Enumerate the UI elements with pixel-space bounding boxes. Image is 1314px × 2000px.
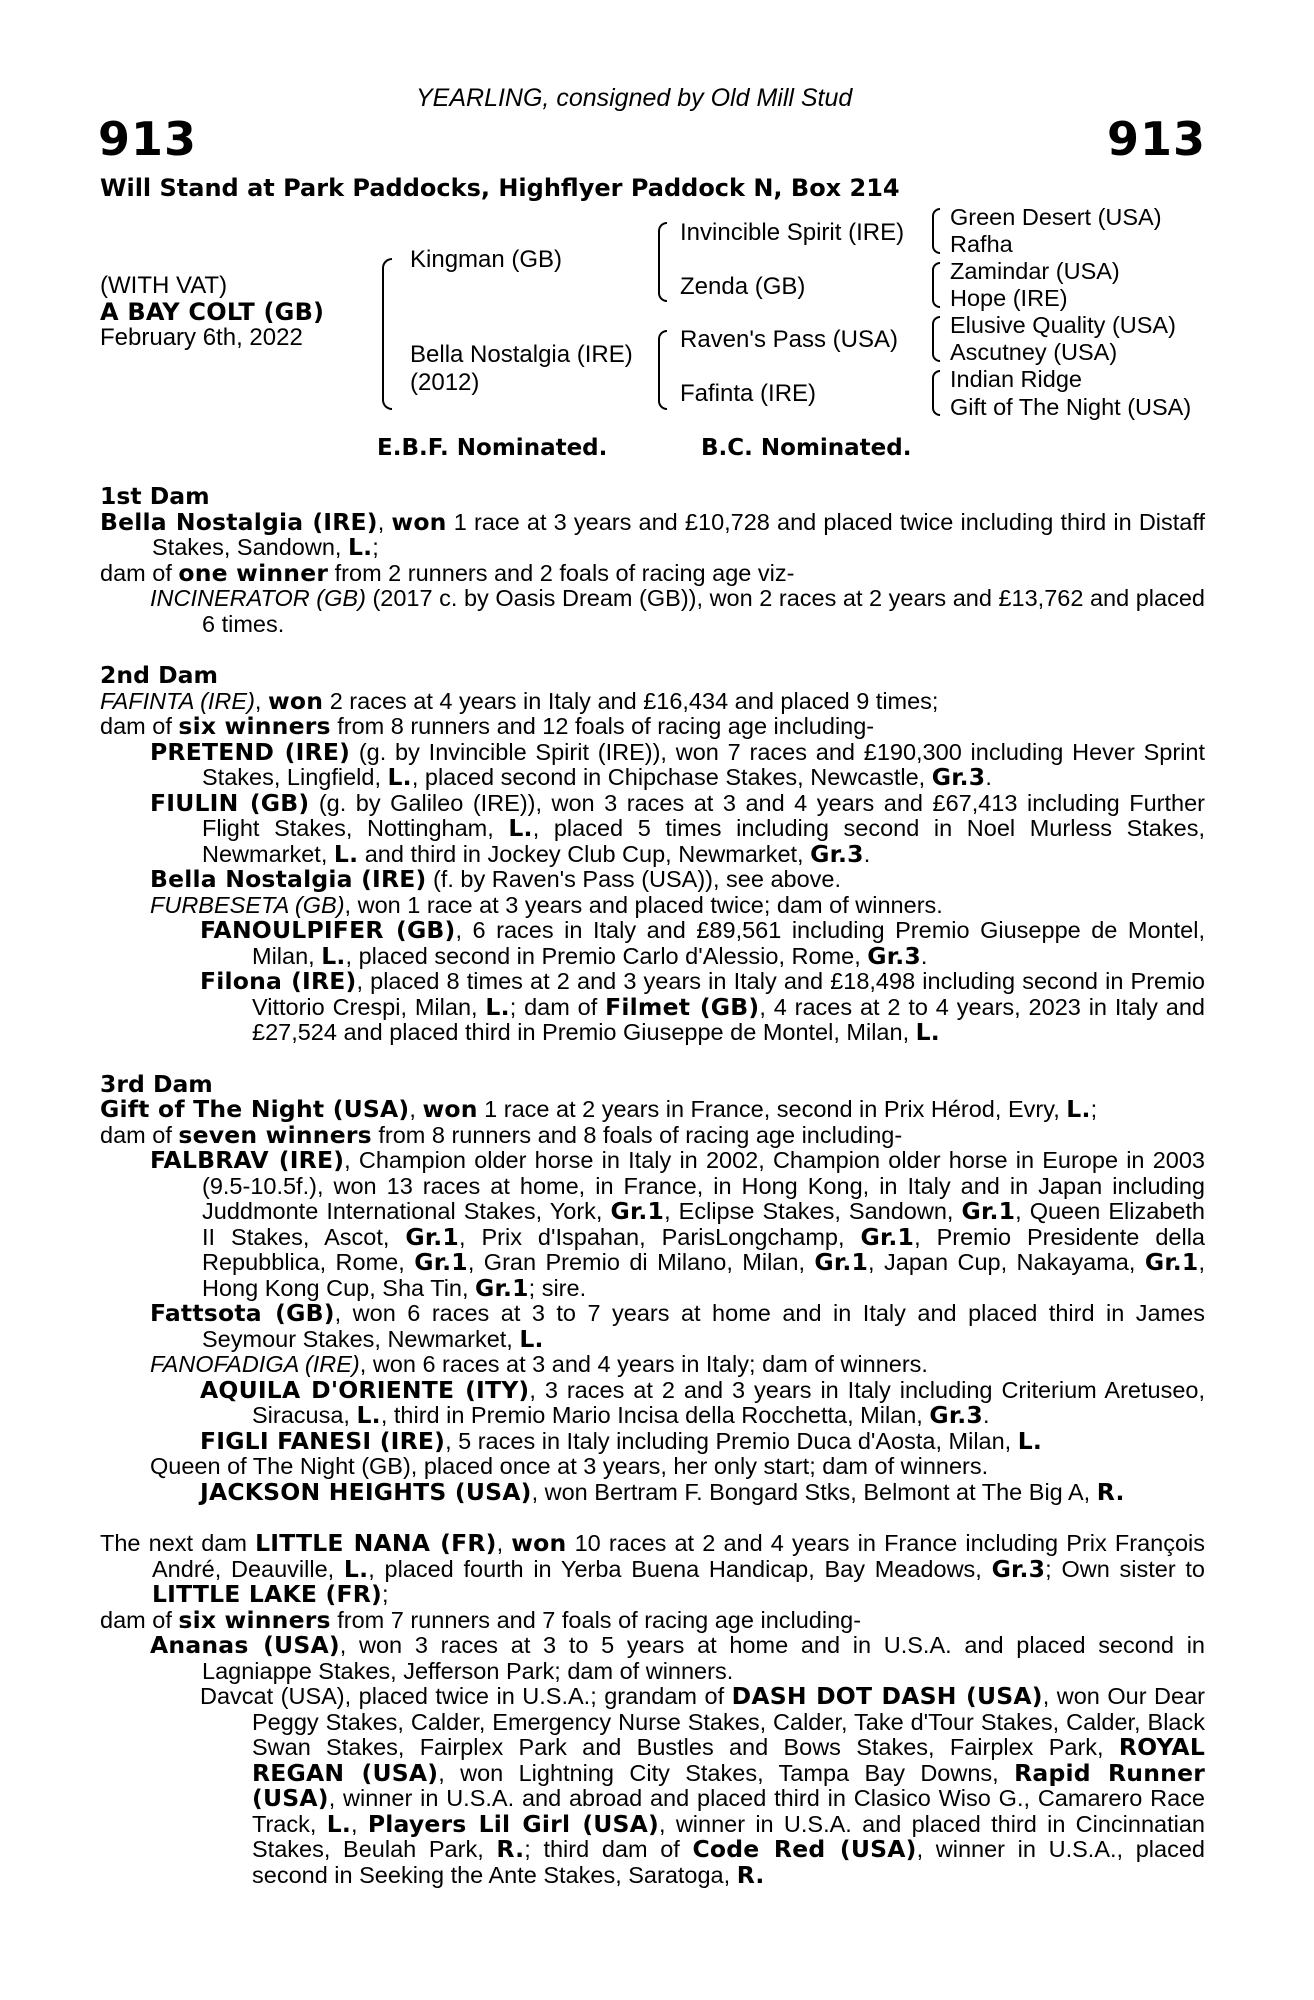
produce-aquila-doriente: AQUILA D'ORIENTE (ITY), 3 races at 2 and 3 years in Italy including Criterium Aretuseo, Siracusa, L., third in Premio Mario Incisa della Rocchetta, Milan, Gr.3. [200, 1375, 1205, 1429]
third-dam-produce-summary: dam of seven winners from 8 runners and 8 foals of racing age including- [100, 1120, 903, 1149]
produce-figli-fanesi: FIGLI FANESI (IRE), 5 races in Italy including Premio Duca d'Aosta, Milan, L. [200, 1426, 1043, 1455]
produce-fiulin: FIULIN (GB) (g. by Galileo (IRE)), won 3 races at 3 and 4 years and £67,413 including Further Flight Stakes, Nottingham, L., placed 5 times including second in Noel Murless Stakes, Newmarket, L. and third in Jockey Club Cup, Newmarket, Gr.3. [150, 788, 1205, 868]
gg-5: Elusive Quality (USA) [950, 312, 1176, 338]
brace-sire-top [658, 222, 667, 262]
vat-note: (WITH VAT) [100, 272, 228, 299]
brace-main-bottom [382, 332, 392, 410]
brace-gg4-top [932, 370, 940, 394]
produce-fanofadiga: FANOFADIGA (IRE), won 6 races at 3 and 4 years in Italy; dam of winners. [150, 1351, 928, 1377]
third-dam-heading: 3rd Dam [100, 1069, 213, 1098]
second-dam-section [100, 663, 1205, 1046]
brace-dam-top [658, 330, 667, 370]
second-dam-heading: 2nd Dam [100, 661, 218, 689]
bc-nomination: B.C. Nominated. [701, 435, 912, 461]
gg-1: Green Desert (USA) [950, 204, 1162, 230]
produce-filona: Filona (IRE), placed 8 times at 2 and 3 years in Italy and £18,498 including second in Premio Vittorio Crespi, Milan, L.; dam of Filmet (GB), 4 races at 2 to 4 years, 2023 in Italy and £27,524 and placed third in Premio Giuseppe de Montel, Milan, L. [200, 967, 1205, 1046]
next-dam-entry: The next dam LITTLE NANA (FR), won 10 races at 2 and 4 years in France including Prix François André, Deauville, L., placed fourth in Yerba Buena Handicap, Bay Meadows, Gr.3; Own sister to LITTLE LAKE (FR); [100, 1529, 1206, 1608]
ebf-nomination: E.B.F. Nominated. [377, 435, 608, 461]
gg-3: Zamindar (USA) [950, 258, 1120, 284]
gg-7: Indian Ridge [950, 366, 1082, 392]
brace-gg1-top [932, 208, 940, 232]
produce-fattsota: Fattsota (GB), won 6 races at 3 to 7 years at home and in Italy and placed third in James Seymour Stakes, Newmarket, L. [150, 1299, 1205, 1353]
produce-davcat: Davcat (USA), placed twice in U.S.A.; grandam of DASH DOT DASH (USA), won Our Dear Peggy Stakes, Calder, Emergency Nurse Stakes, Calder, Take d'Tour Stakes, Calder, Black Swan Stakes, Fairplex Park and Bustles and Bows Stakes, Fairplex Park, ROYAL REGAN (USA), won Lightning City Stakes, Tampa Bay Downs, Rapid Runner (USA), winner in U.S.A. and abroad and placed third in Clasico Wiso G., Camarero Race Track, L., Players Lil Girl (USA), winner in U.S.A. and placed third in Cincinnatian Stakes, Beulah Park, R.; third dam of Code Red (USA), winner in U.S.A., placed second in Seeking the Ante Stakes, Saratoga, R. [200, 1682, 1205, 1889]
dam-sire: Raven's Pass (USA) [680, 326, 898, 353]
gg-6: Ascutney (USA) [950, 339, 1118, 365]
gg-4: Hope (IRE) [950, 285, 1068, 311]
first-dam-produce-summary: dam of one winner from 2 runners and 2 foals of racing age viz- [100, 558, 795, 587]
foaling-date: February 6th, 2022 [100, 324, 303, 351]
next-dam-produce-summary: dam of six winners from 7 runners and 7 foals of racing age including- [100, 1605, 862, 1634]
first-dam-heading: 1st Dam [100, 482, 210, 510]
brace-gg3-top [932, 316, 940, 340]
brace-gg4-bottom [932, 392, 940, 416]
brace-dam-bottom [658, 368, 667, 410]
second-dam-produce-summary: dam of six winners from 8 runners and 12 foals of racing age including- [100, 712, 875, 740]
gg-2: Rafha [950, 231, 1013, 257]
catalogue-body [100, 484, 1205, 1888]
sire-dam: Zenda (GB) [680, 273, 806, 300]
produce-pretend: PRETEND (IRE) (g. by Invincible Spirit (IRE)), won 7 races and £190,300 including Hever Sprint Stakes, Lingfield, L., placed second in Chipchase Stakes, Newcastle, Gr.3. [150, 737, 1205, 791]
brace-gg2-bottom [932, 284, 940, 308]
produce-falbrav: FALBRAV (IRE), Champion older horse in Italy in 2002, Champion older horse in Europe in 2003 (9.5-10.5f.), won 13 races at home, in France, in Hong Kong, in Italy and in Japan including Juddmonte International Stakes, York, Gr.1, Eclipse Stakes, Sandown, Gr.1, Queen Elizabeth II Stakes, Ascot, Gr.1, Prix d'Ispahan, ParisLongchamp, Gr.1, Premio Presidente della Repubblica, Rome, Gr.1, Gran Premio di Milano, Milan, Gr.1, Japan Cup, Nakayama, Gr.1, Hong Kong Cup, Sha Tin, Gr.1; sire. [150, 1146, 1205, 1302]
first-dam-section [100, 484, 1205, 637]
brace-gg3-bottom [932, 338, 940, 362]
produce-jackson-heights: JACKSON HEIGHTS (USA), won Bertram F. Bongard Stks, Belmont at The Big A, R. [200, 1477, 1125, 1506]
stand-location: Will Stand at Park Paddocks, Highflyer Paddock N, Box 214 [100, 174, 900, 202]
brace-sire-bottom [658, 260, 667, 302]
horse-name: A BAY COLT (GB) [100, 298, 325, 326]
dam-dam: Fafinta (IRE) [680, 380, 817, 407]
sire-sire: Invincible Spirit (IRE) [680, 219, 905, 246]
produce-queen-of-the-night: Queen of The Night (GB), placed once at 3 years, her only start; dam of winners. [150, 1453, 989, 1479]
produce-furbeseta: FURBESETA (GB), won 1 race at 3 years and placed twice; dam of winners. [150, 891, 943, 918]
sire: Kingman (GB) [410, 246, 563, 273]
brace-main-top [382, 258, 392, 334]
brace-gg1-bottom [932, 230, 940, 254]
third-dam-entry: Gift of The Night (USA), won 1 race at 2 years in France, second in Prix Hérod, Evry, L.; [100, 1095, 1098, 1123]
lot-number-right: 913 [1106, 112, 1206, 166]
third-dam-section [100, 1069, 1205, 1506]
dam-year: (2012) [410, 369, 480, 396]
consignment-line: YEARLING, consigned by Old Mill Stud [416, 84, 853, 112]
dam: Bella Nostalgia (IRE) [410, 341, 633, 368]
gg-8: Gift of The Night (USA) [950, 394, 1192, 420]
first-dam-entry: Bella Nostalgia (IRE), won 1 race at 3 years and £10,728 and placed twice including third in Distaff Stakes, Sandown, L.; [100, 507, 1205, 561]
produce-fanoulpifer: FANOULPIFER (GB), 6 races in Italy and £89,561 including Premio Giuseppe de Montel, Milan, L., placed second in Premio Carlo d'Alessio, Rome, Gr.3. [200, 916, 1205, 970]
produce-bella-nostalgia: Bella Nostalgia (IRE) (f. by Raven's Pass (USA)), see above. [150, 865, 842, 893]
produce-ananas: Ananas (USA), won 3 races at 3 to 5 years at home and in U.S.A. and placed second in Lagniappe Stakes, Jefferson Park; dam of winners. [150, 1631, 1205, 1684]
brace-gg2-top [932, 262, 940, 286]
second-dam-entry: FAFINTA (IRE), won 2 races at 4 years in Italy and £16,434 and placed 9 times; [100, 686, 939, 715]
lot-number-left: 913 [98, 112, 198, 166]
next-dam-section [100, 1531, 1205, 1888]
produce-incinerator: INCINERATOR (GB) (2017 c. by Oasis Dream (GB)), won 2 races at 2 years and £13,762 and placed 6 times. [150, 585, 1205, 637]
